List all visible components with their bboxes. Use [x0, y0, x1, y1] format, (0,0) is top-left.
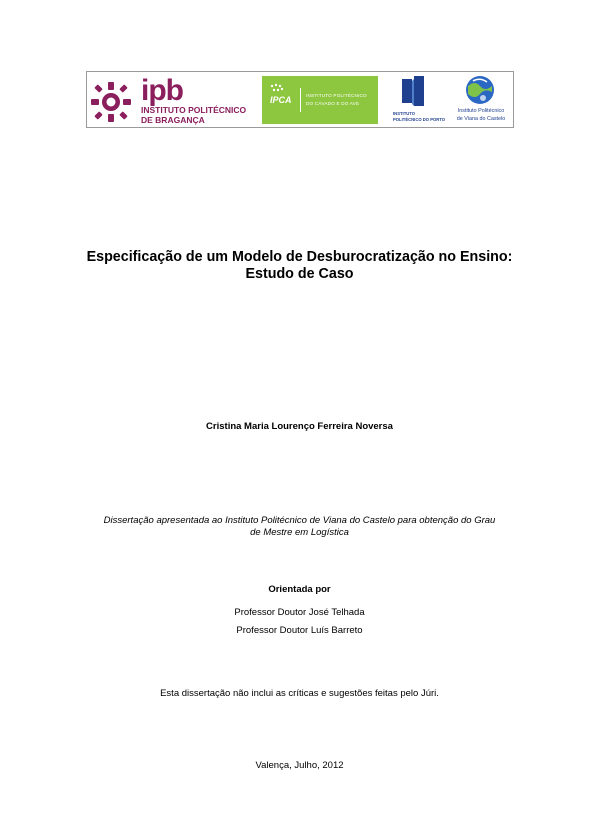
- author-name: Cristina Maria Lourenço Ferreira Noversa: [206, 421, 393, 432]
- ipca-logo: [262, 76, 378, 124]
- supervisor-1: Professor Doutor José Telhada: [234, 607, 365, 618]
- ipb-logo: [89, 76, 254, 126]
- thesis-title-line2: Estudo de Caso: [245, 266, 354, 282]
- ipvc-name-line2: de Viana do Castelo: [456, 116, 506, 122]
- ipvc-name-line1: Instituto Politécnico: [457, 108, 505, 114]
- ipca-acronym: IPCA: [270, 95, 292, 105]
- ipp-logo: [387, 74, 446, 126]
- ipvc-logo: [449, 74, 511, 126]
- ipp-name-line1: INSTITUTO: [393, 111, 416, 116]
- ipca-name-line1: INSTITUTO POLITÉCNICO: [306, 93, 367, 98]
- ipb-name-line1: INSTITUTO POLITÉCNICO: [141, 105, 247, 115]
- jury-note: Esta dissertação não inclui as críticas e sugestões feitas pelo Júri.: [160, 688, 439, 699]
- dissertation-statement-line2: de Mestre em Logística: [250, 527, 349, 538]
- thesis-title-line1: Especificação de um Modelo de Desburocratização no Ensino:: [86, 249, 513, 265]
- supervisor-2: Professor Doutor Luís Barreto: [236, 625, 363, 636]
- ipb-letters: ipb: [141, 74, 183, 107]
- ipvc-globe-icon: [463, 74, 497, 106]
- ipca-name-line2: DO CÁVADO E DO AVE: [306, 101, 360, 106]
- institution-logos-strip: [86, 71, 514, 128]
- dissertation-statement-line1: Dissertação apresentada ao Instituto Politécnico de Viana do Castelo para obtenção do Grau: [103, 515, 496, 526]
- ipp-emblem-icon: [399, 76, 429, 110]
- place-date: Valença, Julho, 2012: [255, 760, 344, 771]
- ipca-dots-icon: [268, 82, 298, 96]
- supervised-heading: Orientada por: [268, 584, 331, 595]
- ipca-separator: [300, 88, 301, 112]
- ipp-name-line2: POLITÉCNICO DO PORTO: [393, 117, 446, 122]
- ipb-name-line2: DE BRAGANÇA: [141, 115, 205, 125]
- ipb-emblem-icon: [89, 80, 139, 124]
